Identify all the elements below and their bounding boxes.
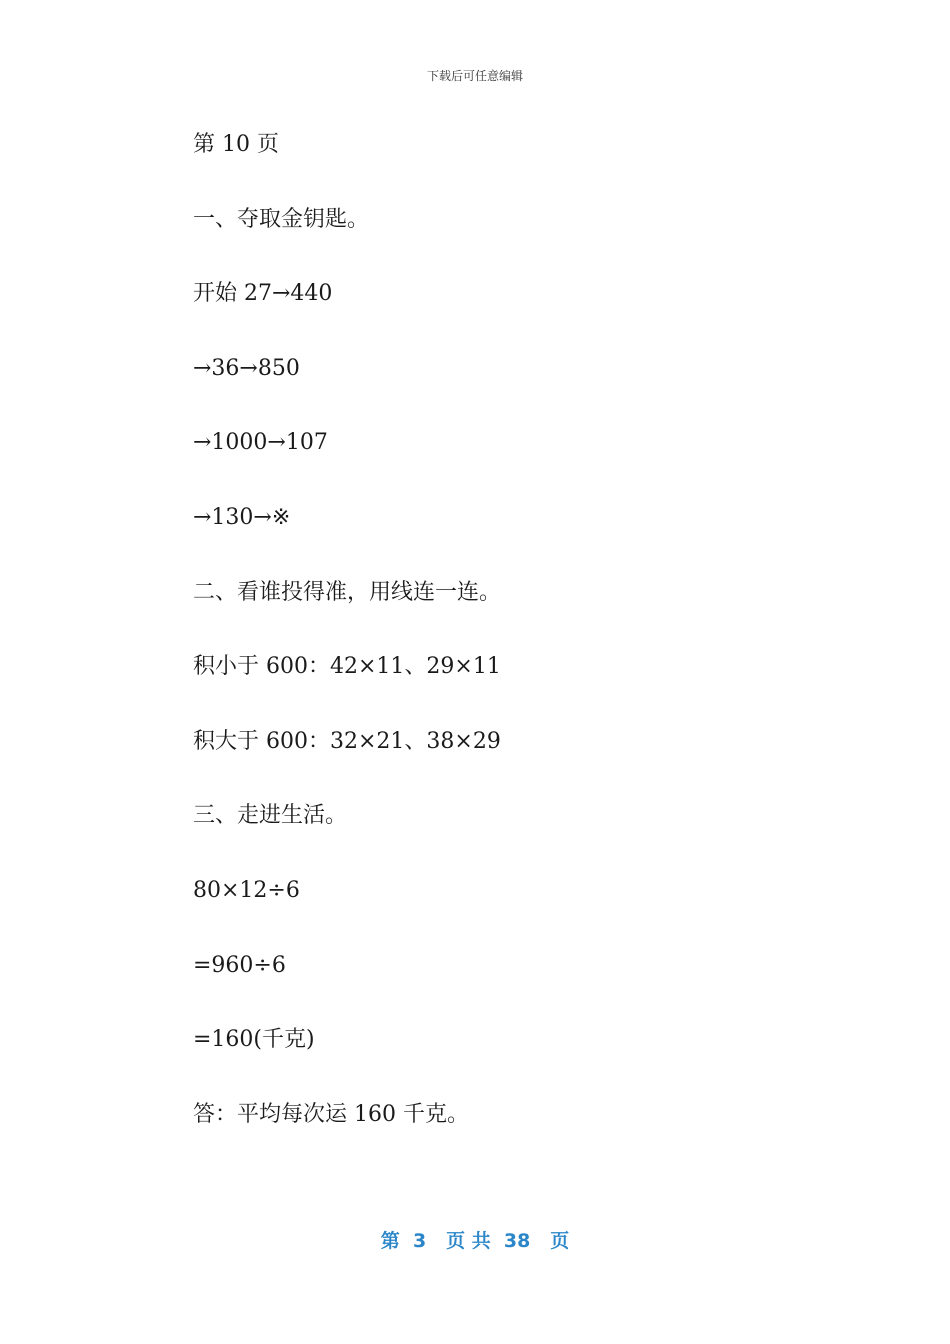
answer-line: →1000→107 <box>193 430 328 456</box>
document-body <box>193 129 813 1173</box>
calculation-line: =960÷6 <box>193 952 286 978</box>
section-3-title: 三、走进生活。 <box>193 803 348 829</box>
answer-line: →36→850 <box>193 355 300 381</box>
section-2-title: 二、看谁投得准，用线连一连。 <box>193 579 502 605</box>
calculation-line: 80×12÷6 <box>193 877 300 903</box>
answer-line: 积小于 600：42×11、29×11 <box>193 654 501 680</box>
answer-line: 积大于 600：32×21、38×29 <box>193 728 501 754</box>
calculation-line: =160(千克) <box>193 1027 315 1053</box>
header-note: 下载后可任意编辑 <box>426 69 523 83</box>
answer-line: 开始 27→440 <box>193 281 333 307</box>
page-heading: 第 10 页 <box>193 132 279 157</box>
section-1-title: 一、夺取金钥匙。 <box>193 206 370 232</box>
answer-line: →130→※ <box>193 504 291 530</box>
answer-statement: 答：平均每次运 160 千克。 <box>193 1101 469 1127</box>
page-number-footer: 第 3 页 共 38 页 <box>380 1230 570 1252</box>
